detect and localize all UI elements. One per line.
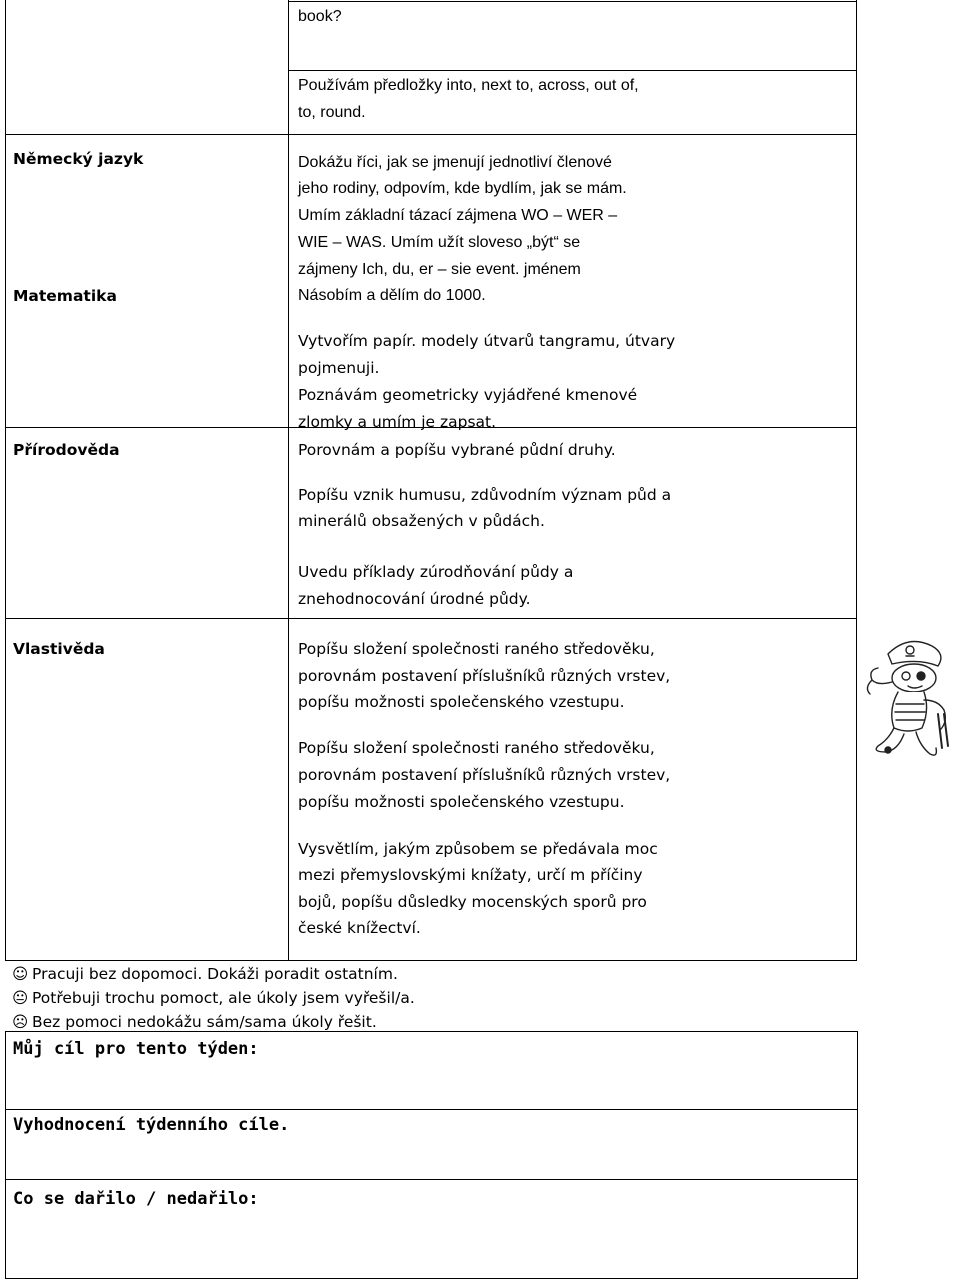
legend-text: Potřebuji trochu pomoct, ale úkoly jsem vyřešil/a. bbox=[32, 989, 415, 1007]
row-divider bbox=[288, 1, 857, 2]
german-line-5: zájmeny Ich, du, er – sie event. jménem bbox=[298, 261, 581, 278]
legend-item-independent bbox=[12, 962, 398, 987]
sad-face-icon: ☹ bbox=[12, 1013, 29, 1031]
science-line-5: znehodnocování úrodné půdy. bbox=[298, 590, 531, 608]
german-line-4: WIE – WAS. Umím užít sloveso „být“ se bbox=[298, 234, 581, 251]
goal-input-area[interactable] bbox=[6, 1064, 856, 1108]
row-divider bbox=[5, 134, 857, 135]
row-divider bbox=[288, 70, 857, 71]
book-text: book? bbox=[298, 8, 342, 25]
science-line-1: Porovnám a popíšu vybrané půdní druhy. bbox=[298, 441, 616, 459]
legend-item-some-help bbox=[12, 986, 415, 1011]
subject-history: Vlastivěda bbox=[13, 640, 105, 658]
math-line-1: Násobím a dělím do 1000. bbox=[298, 287, 486, 304]
evaluation-input-area[interactable] bbox=[6, 1140, 856, 1178]
subject-german: Německý jazyk bbox=[13, 150, 144, 168]
success-input-area[interactable] bbox=[6, 1214, 856, 1276]
history-b-line-1: Popíšu složení společnosti raného středověku, bbox=[298, 739, 655, 757]
legend-text: Pracuji bez dopomoci. Dokáži poradit ostatním. bbox=[32, 965, 398, 983]
math-line-3: pojmenuji. bbox=[298, 359, 380, 377]
legend-text: Bez pomoci nedokážu sám/sama úkoly řešit. bbox=[32, 1013, 377, 1031]
german-line-1: Dokážu říci, jak se jmenují jednotliví členové bbox=[298, 154, 612, 171]
goals-divider bbox=[5, 1179, 858, 1180]
neutral-face-icon: 😐 bbox=[12, 989, 29, 1007]
science-line-3: minerálů obsažených v půdách. bbox=[298, 512, 545, 530]
history-c-line-4: české knížectví. bbox=[298, 919, 421, 937]
history-c-line-2: mezi přemyslovskými knížaty, určí m příčiny bbox=[298, 866, 643, 884]
history-c-line-3: bojů, popíšu důsledky mocenských sporů pro bbox=[298, 893, 647, 911]
smiling-face-icon: ☺ bbox=[12, 965, 29, 983]
subject-math: Matematika bbox=[13, 287, 117, 305]
history-b-line-3: popíšu možnosti společenského vzestupu. bbox=[298, 793, 625, 811]
history-a-line-1: Popíšu složení společnosti raného středověku, bbox=[298, 640, 655, 658]
pirate-cat-illustration bbox=[858, 630, 958, 760]
history-a-line-3: popíšu možnosti společenského vzestupu. bbox=[298, 693, 625, 711]
row-divider bbox=[5, 618, 857, 619]
success-label: Co se dařilo / nedařilo: bbox=[13, 1189, 259, 1209]
german-line-3: Umím základní tázací zájmena WO – WER – bbox=[298, 207, 618, 224]
science-line-2: Popíšu vznik humusu, zdůvodním význam půd a bbox=[298, 486, 672, 504]
history-a-line-2: porovnám postavení příslušníků různých vrstev, bbox=[298, 667, 671, 685]
table-right-border bbox=[856, 0, 857, 961]
prepositions-line-2: to, round. bbox=[298, 104, 366, 121]
goals-divider bbox=[5, 1109, 858, 1110]
column-divider bbox=[288, 0, 289, 961]
goal-label: Můj cíl pro tento týden: bbox=[13, 1039, 259, 1059]
subject-science: Přírodověda bbox=[13, 441, 120, 459]
history-b-line-2: porovnám postavení příslušníků různých vrstev, bbox=[298, 766, 671, 784]
math-line-4: Poznávám geometricky vyjádřené kmenové bbox=[298, 386, 638, 404]
science-line-4: Uvedu příklady zúrodňování půdy a bbox=[298, 563, 574, 581]
table-bottom-border bbox=[5, 960, 857, 961]
math-line-5: zlomky a umím je zapsat. bbox=[298, 413, 497, 431]
prepositions-line-1: Používám předložky into, next to, across, out of, bbox=[298, 77, 639, 94]
math-line-2: Vytvořím papír. modely útvarů tangramu, útvary bbox=[298, 332, 676, 350]
evaluation-label: Vyhodnocení týdenního cíle. bbox=[13, 1115, 290, 1135]
table-left-border bbox=[5, 0, 6, 961]
history-c-line-1: Vysvětlím, jakým způsobem se předávala moc bbox=[298, 840, 658, 858]
german-line-2: jeho rodiny, odpovím, kde bydlím, jak se mám. bbox=[298, 180, 627, 197]
